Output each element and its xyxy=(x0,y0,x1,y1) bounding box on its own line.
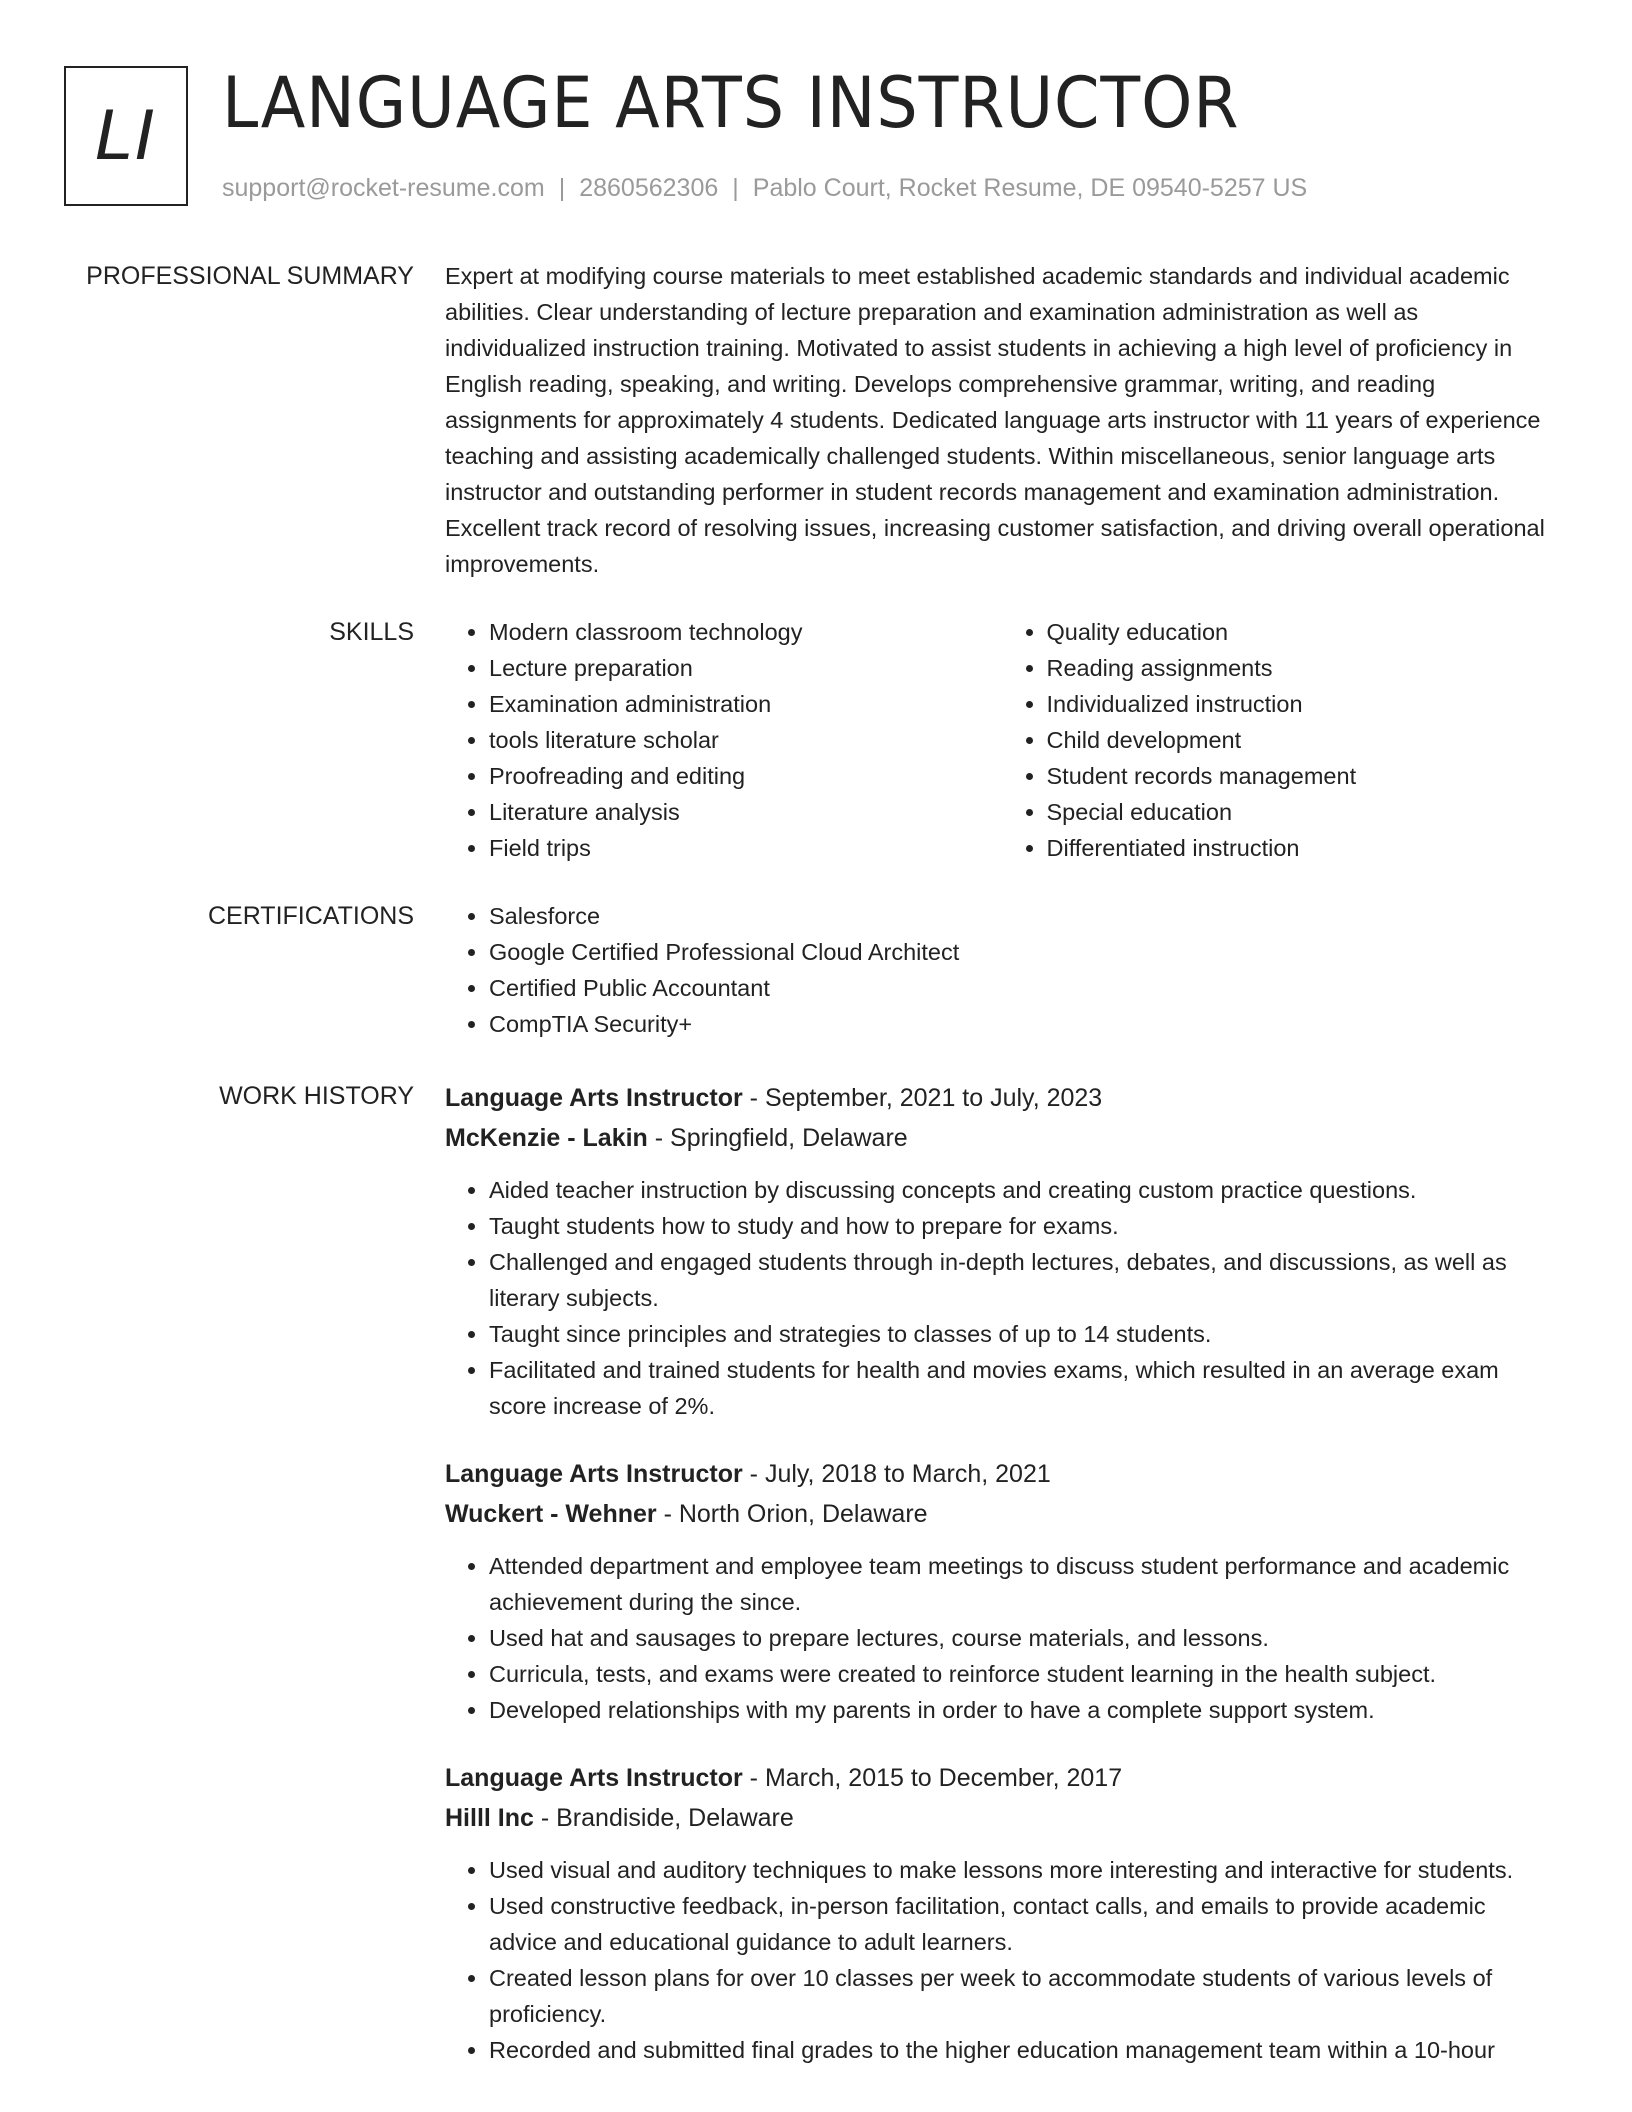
job-role: Language Arts Instructor xyxy=(445,1460,743,1488)
job-bullet: • Developed relationships with my parents in order to have a complete support system. xyxy=(489,1692,1560,1728)
skill-item: • Field trips xyxy=(489,830,1003,866)
skill-item: • Proofreading and editing xyxy=(489,758,1003,794)
skill-item: • Literature analysis xyxy=(489,794,1003,830)
skill-item: • Reading assignments xyxy=(1047,650,1561,686)
job-role: Language Arts Instructor xyxy=(445,1764,743,1792)
job-bullet: • Facilitated and trained students for health and movies exams, which resulted in an average exam score increase of 2%. xyxy=(489,1352,1560,1424)
job-bullet: • Challenged and engaged students through in-depth lectures, debates, and discussions, as well as literary subjects. xyxy=(489,1244,1560,1316)
certifications-body xyxy=(445,898,1560,1042)
skills-body xyxy=(445,614,1560,866)
contact-separator: | xyxy=(558,174,566,202)
skill-item: • tools literature scholar xyxy=(489,722,1003,758)
certifications-heading: CERTIFICATIONS xyxy=(207,902,414,930)
job-bullets xyxy=(445,1548,1560,1728)
job-company: Hilll Inc xyxy=(445,1804,534,1832)
job-bullets xyxy=(445,1172,1560,1424)
job-bullet: • Recorded and submitted final grades to the higher education management team within a 10-hour xyxy=(489,2032,1560,2068)
skill-item: • Quality education xyxy=(1047,614,1561,650)
skill-item: • Differentiated instruction xyxy=(1047,830,1561,866)
job-bullet: • Created lesson plans for over 10 classes per week to accommodate students of various levels of proficiency. xyxy=(489,1960,1560,2032)
job-dates: - September, 2021 to July, 2023 xyxy=(749,1084,1103,1112)
skill-item: • Child development xyxy=(1047,722,1561,758)
job-company-line xyxy=(445,1118,1560,1158)
skill-item: • Special education xyxy=(1047,794,1561,830)
job-bullet: • Curricula, tests, and exams were created to reinforce student learning in the health subject. xyxy=(489,1656,1560,1692)
skill-item: • Examination administration xyxy=(489,686,1003,722)
skill-item: • Modern classroom technology xyxy=(489,614,1003,650)
resume-title: LANGUAGE ARTS INSTRUCTOR xyxy=(222,62,1240,144)
job-entry xyxy=(445,1758,1560,2068)
monogram: LI xyxy=(64,66,188,206)
job-company-line xyxy=(445,1494,1560,1534)
skills-left-list xyxy=(445,614,1003,866)
job-company-line xyxy=(445,1798,1560,1838)
job-company: Wuckert - Wehner xyxy=(445,1500,657,1528)
job-bullet: • Used visual and auditory techniques to make lessons more interesting and interactive for students. xyxy=(489,1852,1560,1888)
certification-item: • Salesforce xyxy=(489,898,1560,934)
skills-heading: SKILLS xyxy=(329,618,414,646)
job-title-line xyxy=(445,1758,1560,1798)
work-history-heading: WORK HISTORY xyxy=(219,1082,414,1110)
job-title-line xyxy=(445,1454,1560,1494)
job-dates: - July, 2018 to March, 2021 xyxy=(749,1460,1051,1488)
job-location: - Brandiside, Delaware xyxy=(540,1804,794,1832)
job-bullet: • Used constructive feedback, in-person facilitation, contact calls, and emails to provide academic advice and educational guidance to adult learners. xyxy=(489,1888,1560,1960)
skill-item: • Student records management xyxy=(1047,758,1561,794)
skill-item: • Lecture preparation xyxy=(489,650,1003,686)
job-bullet: • Attended department and employee team meetings to discuss student performance and academic achievement during the since. xyxy=(489,1548,1560,1620)
job-entry xyxy=(445,1454,1560,1728)
skills-right-list xyxy=(1003,614,1561,866)
job-bullet: • Taught students how to study and how to prepare for exams. xyxy=(489,1208,1560,1244)
certification-item: • Certified Public Accountant xyxy=(489,970,1560,1006)
job-title-line xyxy=(445,1078,1560,1118)
job-location: - Springfield, Delaware xyxy=(654,1124,908,1152)
contact-line xyxy=(222,174,1307,203)
job-location: - North Orion, Delaware xyxy=(663,1500,928,1528)
contact-separator: | xyxy=(732,174,739,202)
certifications-list xyxy=(445,898,1560,1042)
contact-email: support@rocket-resume.com xyxy=(222,174,545,202)
job-dates: - March, 2015 to December, 2017 xyxy=(749,1764,1123,1792)
skill-item: • Individualized instruction xyxy=(1047,686,1561,722)
certification-item: • Google Certified Professional Cloud Architect xyxy=(489,934,1560,970)
summary-heading: PROFESSIONAL SUMMARY xyxy=(86,262,414,290)
job-bullet: • Used hat and sausages to prepare lectures, course materials, and lessons. xyxy=(489,1620,1560,1656)
job-bullet: • Taught since principles and strategies to classes of up to 14 students. xyxy=(489,1316,1560,1352)
job-bullets xyxy=(445,1852,1560,2068)
work-history-body xyxy=(445,1078,1560,2098)
job-bullet: • Aided teacher instruction by discussing concepts and creating custom practice questions. xyxy=(489,1172,1560,1208)
certification-item: • CompTIA Security+ xyxy=(489,1006,1560,1042)
summary-text: Expert at modifying course materials to meet established academic standards and individual academic abilities. Clear understanding of lecture preparation and examination administration as well as individualized instruction training. Motivated to assist students in achieving a high level of proficiency in English reading, speaking, and writing. Develops comprehensive grammar, writing, and reading assignments for approximately 4 students. Dedicated language arts instructor with 11 years of experience teaching and assisting academically challenged students. Within miscellaneous, senior language arts instructor and outstanding performer in student records management and examination administration. Excellent track record of resolving issues, increasing customer satisfaction, and driving overall operational improvements. xyxy=(445,263,1545,577)
job-company: McKenzie - Lakin xyxy=(445,1124,648,1152)
contact-phone: 2860562306 xyxy=(579,174,719,202)
summary-body xyxy=(445,258,1560,582)
job-entry xyxy=(445,1078,1560,1424)
job-role: Language Arts Instructor xyxy=(445,1084,743,1112)
contact-address: Pablo Court, Rocket Resume, DE 09540-5257 US xyxy=(752,174,1308,202)
